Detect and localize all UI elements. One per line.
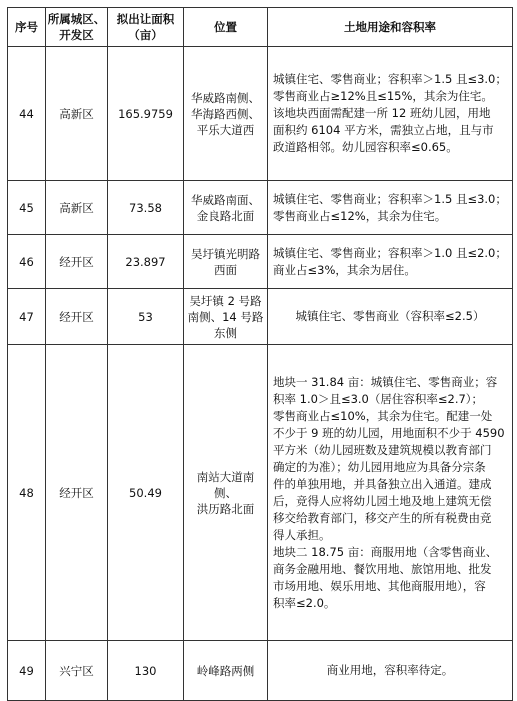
table-row xyxy=(8,235,513,289)
location-line: 吴圩镇光明路 xyxy=(191,246,260,261)
location-line: 南侧、14 号路 xyxy=(187,309,264,324)
table-row xyxy=(8,641,513,701)
usage-line: 件的单独用地，并具备独立出入通道。建成 xyxy=(273,476,492,491)
area-cell: 23.897 xyxy=(108,235,184,289)
header-area-line: （亩） xyxy=(128,28,163,42)
seq-cell: 47 xyxy=(8,289,46,345)
location-cell xyxy=(184,641,268,701)
location-line: 平乐大道西 xyxy=(196,122,255,137)
usage-line: 零售商业占≥12%且≤15%，其余为住宅。 xyxy=(273,89,493,103)
usage-line: 城镇住宅、零售商业；容积率＞1.5 且≤3.0； xyxy=(273,191,507,206)
seq-cell: 49 xyxy=(8,641,46,701)
location-cell xyxy=(184,47,268,181)
usage-line: 不少于 9 班的幼儿园，用地面积不少于 4590 xyxy=(273,425,505,440)
location-line: 金良路北面 xyxy=(196,208,255,223)
seq-cell: 44 xyxy=(8,47,46,181)
usage-line: 政道路相邻。幼儿园容积率≤0.65。 xyxy=(273,140,458,154)
district-cell: 经开区 xyxy=(46,289,108,345)
header-area xyxy=(108,8,184,47)
header-district xyxy=(46,8,108,47)
location-line: 西面 xyxy=(214,262,237,277)
table-row xyxy=(8,289,513,345)
location-line: 东侧 xyxy=(214,325,237,340)
area-cell: 130 xyxy=(108,641,184,701)
header-area-line: 拟出让面积 xyxy=(116,12,175,26)
location-line: 华威路南侧、 xyxy=(191,90,260,105)
usage-line: 商业占≤3%，其余为居住。 xyxy=(273,262,416,277)
area-cell: 165.9759 xyxy=(108,47,184,181)
table-row xyxy=(8,345,513,641)
usage-line: 该地块西面需配建一所 12 班幼儿园，用地 xyxy=(273,106,491,120)
area-cell: 53 xyxy=(108,289,184,345)
usage-line: 确定的为准）；幼儿园用地应为具备分宗条 xyxy=(273,459,486,474)
area-cell: 50.49 xyxy=(108,345,184,641)
location-line: 洪历路北面 xyxy=(196,501,255,516)
usage-line: 得人承担。 xyxy=(273,527,331,542)
usage-line: 商务金融用地、餐饮用地、旅馆用地、批发 xyxy=(273,561,492,576)
district-cell: 经开区 xyxy=(46,345,108,641)
district-cell: 经开区 xyxy=(46,235,108,289)
usage-line: 城镇住宅、零售商业（容积率≤2.5） xyxy=(295,309,485,323)
usage-line: 地块二 18.75 亩：商服用地（含零售商业、 xyxy=(273,544,498,559)
area-cell: 73.58 xyxy=(108,181,184,235)
usage-line: 地块一 31.84 亩：城镇住宅、零售商业；容 xyxy=(273,374,498,389)
header-district-line: 所属城区、 xyxy=(47,12,106,26)
location-line: 岭峰路两侧 xyxy=(196,663,255,678)
district-cell: 高新区 xyxy=(46,47,108,181)
usage-line: 积率≤2.0。 xyxy=(273,595,336,610)
seq-cell: 45 xyxy=(8,181,46,235)
header-row xyxy=(8,8,513,47)
usage-line: 商业用地，容积率待定。 xyxy=(326,663,454,677)
location-cell xyxy=(184,235,268,289)
usage-cell xyxy=(268,345,513,641)
header-district-line: 开发区 xyxy=(59,28,94,42)
usage-cell xyxy=(268,47,513,181)
location-line: 吴圩镇 2 号路 xyxy=(189,293,262,308)
usage-line: 城镇住宅、零售商业；容积率＞1.0 且≤2.0； xyxy=(273,245,507,260)
usage-line: 零售商业占≤10%，其余为住宅。配建一处 xyxy=(273,408,493,423)
land-table xyxy=(7,7,513,701)
district-cell: 高新区 xyxy=(46,181,108,235)
usage-cell xyxy=(268,289,513,345)
usage-cell xyxy=(268,235,513,289)
location-line: 华威路南面、 xyxy=(191,192,260,207)
usage-line: 后，竞得人应将幼儿园土地及地上建筑无偿 xyxy=(273,493,492,508)
usage-line: 市场用地、娱乐用地、其他商服用地），容 xyxy=(273,578,486,593)
usage-line: 面积约 6104 平方米，需独立占地，且与市 xyxy=(273,123,494,137)
usage-line: 平方米（幼儿园班数及建筑规模以教育部门 xyxy=(273,442,492,457)
location-cell xyxy=(184,289,268,345)
table-row xyxy=(8,47,513,181)
header-location: 位置 xyxy=(184,8,268,47)
table-row xyxy=(8,181,513,235)
location-line: 华海路西侧、 xyxy=(191,106,260,121)
seq-cell: 46 xyxy=(8,235,46,289)
location-cell xyxy=(184,345,268,641)
usage-line: 零售商业占≤12%，其余为住宅。 xyxy=(273,208,447,223)
district-cell: 兴宁区 xyxy=(46,641,108,701)
header-usage: 土地用途和容积率 xyxy=(268,8,513,47)
seq-cell: 48 xyxy=(8,345,46,641)
usage-cell xyxy=(268,641,513,701)
header-seq: 序号 xyxy=(8,8,46,47)
usage-cell xyxy=(268,181,513,235)
usage-line: 城镇住宅、零售商业；容积率＞1.5 且≤3.0； xyxy=(273,72,507,86)
location-cell xyxy=(184,181,268,235)
usage-line: 积率 1.0＞且≤3.0（居住容积率≤2.7）； xyxy=(273,391,484,406)
usage-line: 移交给教育部门，移交产生的所有税费由竞 xyxy=(273,510,492,525)
location-line: 南站大道南侧、 xyxy=(196,469,255,500)
